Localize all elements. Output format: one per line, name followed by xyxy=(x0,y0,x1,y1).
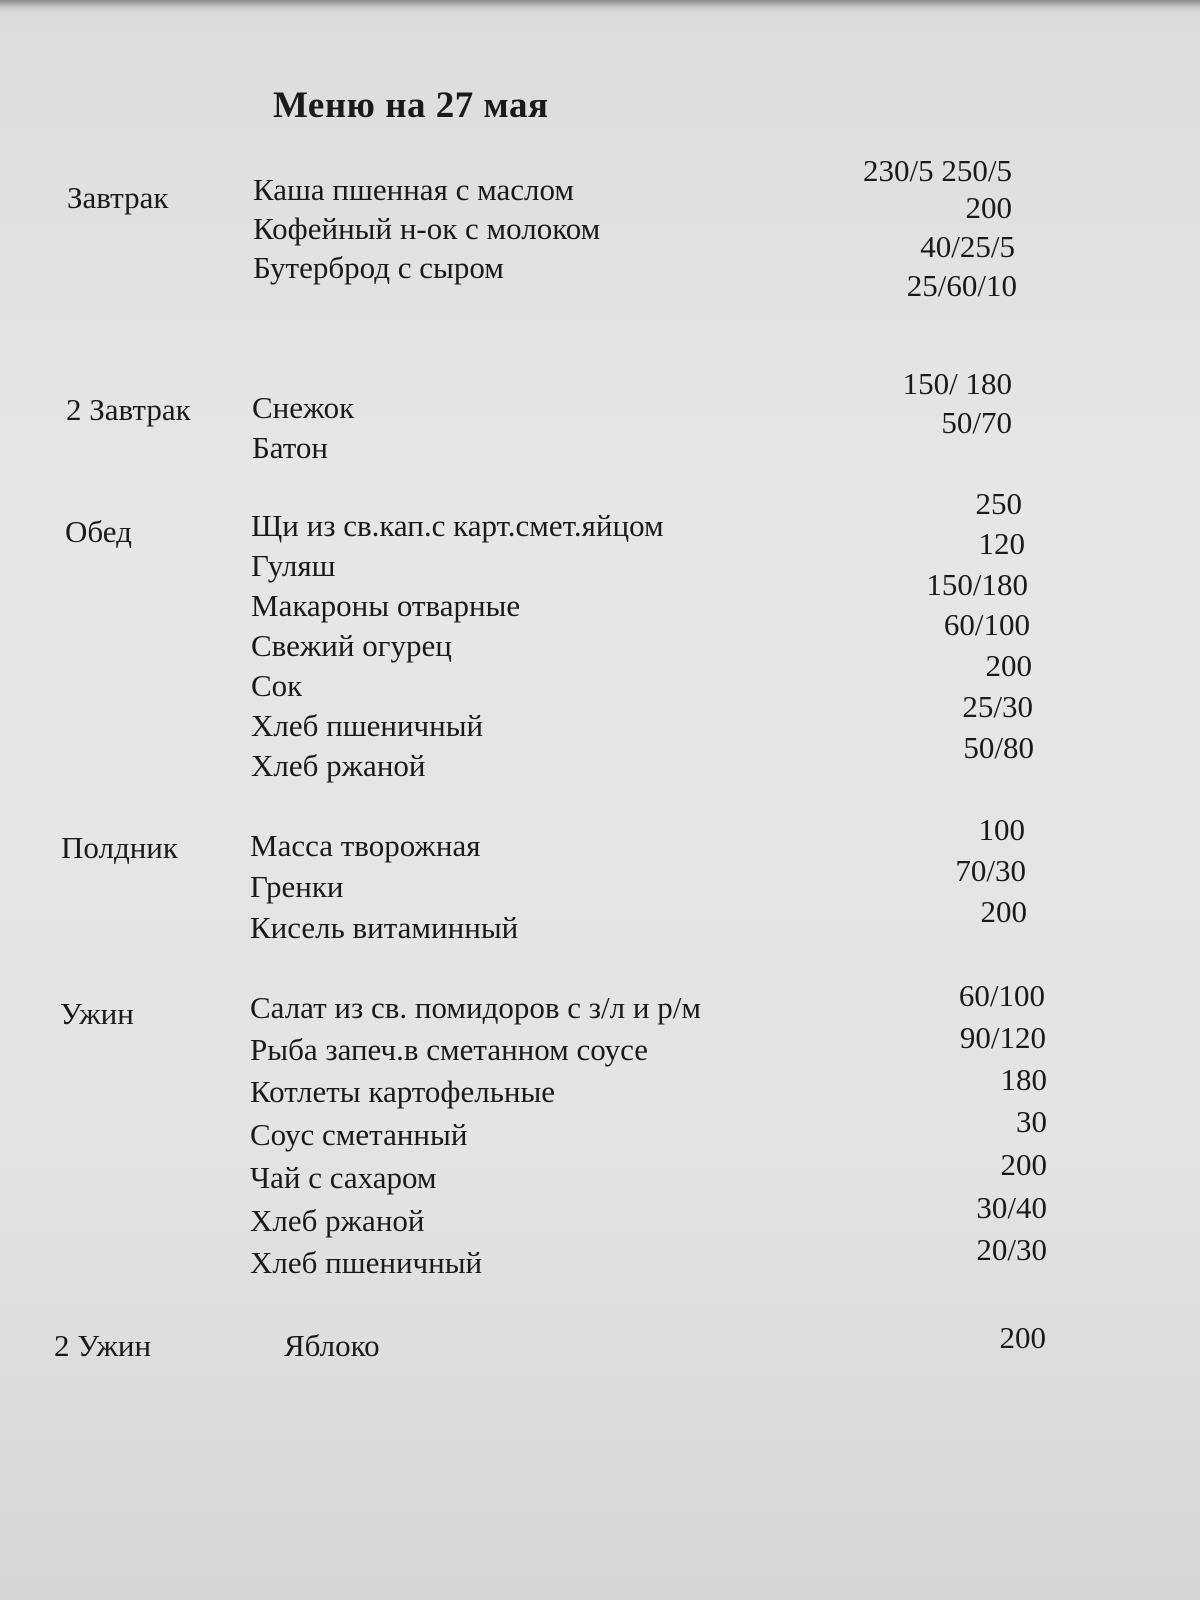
portion-value: 120 xyxy=(978,526,1025,561)
portion-value: 30 xyxy=(1016,1104,1047,1139)
dish-item: Соус сметанный xyxy=(250,1117,468,1152)
meal-label-second-dinner: 2 Ужин xyxy=(54,1328,152,1363)
dish-item: Свежий огурец xyxy=(251,628,452,663)
dish-item: Хлеб ржаной xyxy=(250,1203,425,1238)
portion-value: 25/60/10 xyxy=(906,268,1017,303)
portion-value: 200 xyxy=(999,1320,1046,1355)
dish-item: Сок xyxy=(251,668,303,703)
dish-item: Гренки xyxy=(250,869,344,904)
portion-value: 20/30 xyxy=(976,1232,1047,1267)
dish-item: Салат из св. помидоров с з/л и р/м xyxy=(250,990,701,1025)
portion-value: 180 xyxy=(1000,1062,1047,1097)
dish-item: Каша пшенная с маслом xyxy=(253,172,575,207)
dish-item: Гуляш xyxy=(251,548,336,583)
portion-value: 60/100 xyxy=(943,607,1030,642)
portion-value: 200 xyxy=(985,648,1032,683)
dish-item: Кисель витаминный xyxy=(250,910,519,945)
portion-value: 150/180 xyxy=(926,567,1028,602)
dish-item: Рыба запеч.в сметанном соусе xyxy=(250,1032,649,1067)
dish-item: Батон xyxy=(252,430,328,465)
portion-value: 50/80 xyxy=(963,730,1034,765)
dish-item: Бутерброд с сыром xyxy=(253,250,504,285)
dish-item: Хлеб ржаной xyxy=(251,748,426,783)
portion-value: 200 xyxy=(1000,1147,1047,1182)
portion-value: 25/30 xyxy=(962,689,1033,724)
portion-value: 100 xyxy=(978,812,1025,847)
dish-item: Щи из св.кап.с карт.смет.яйцом xyxy=(251,508,664,543)
portion-value: 200 xyxy=(965,190,1012,225)
meal-label-lunch: Обед xyxy=(65,514,132,549)
portion-value: 200 xyxy=(980,894,1027,929)
portion-value: 50/70 xyxy=(941,405,1012,440)
meal-label-dinner: Ужин xyxy=(60,996,134,1031)
dish-item: Хлеб пшеничный xyxy=(250,1245,483,1280)
dish-item: Чай с сахаром xyxy=(250,1160,437,1195)
dish-item: Яблоко xyxy=(284,1328,380,1363)
menu-title: Меню на 27 мая xyxy=(273,85,549,126)
dish-item: Кофейный н-ок с молоком xyxy=(253,211,601,246)
portion-value: 250 xyxy=(975,486,1022,521)
meal-label-breakfast: Завтрак xyxy=(67,180,169,215)
portion-value: 40/25/5 xyxy=(920,229,1015,264)
dish-item: Макароны отварные xyxy=(251,588,521,623)
dish-item: Котлеты картофельные xyxy=(250,1074,556,1109)
portion-value: 150/ 180 xyxy=(902,366,1012,401)
portion-value: 30/40 xyxy=(976,1190,1047,1225)
dish-item: Снежок xyxy=(252,390,355,425)
portion-value: 70/30 xyxy=(955,853,1026,888)
portion-value: 60/100 xyxy=(958,978,1045,1013)
portion-value: 230/5 250/5 xyxy=(863,153,1012,188)
meal-label-second-breakfast: 2 Завтрак xyxy=(66,392,191,427)
meal-label-afternoon-snack: Полдник xyxy=(61,830,178,865)
portion-value: 90/120 xyxy=(959,1020,1046,1055)
dish-item: Масса творожная xyxy=(250,828,481,863)
dish-item: Хлеб пшеничный xyxy=(251,708,484,743)
